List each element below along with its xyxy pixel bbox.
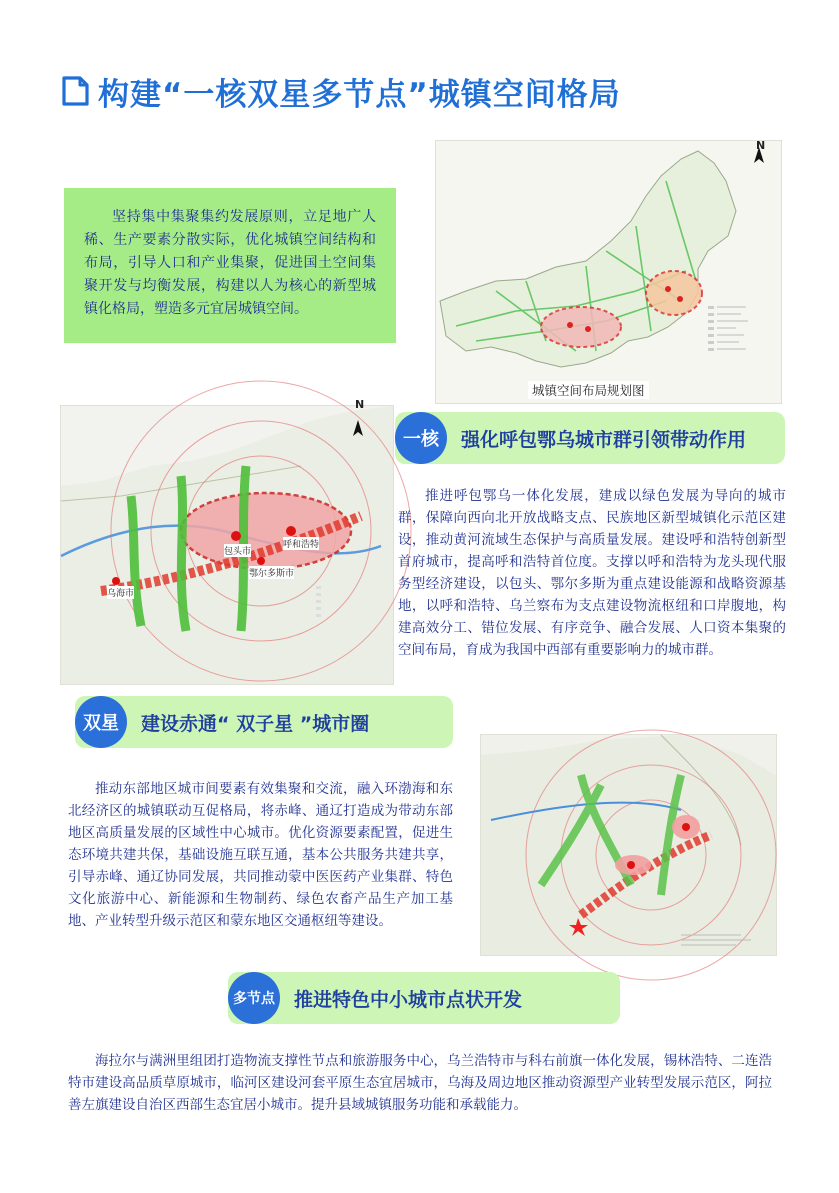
overview-map-graphic <box>436 141 781 403</box>
badge-core: 一核 <box>395 412 447 464</box>
city-label-baotou: 包头市 <box>224 544 251 557</box>
body-stars: 推动东部地区城市间要素有效集聚和交流，融入环渤海和东北经济区的城镇联动互促格局，将赤峰、通辽打造成为带动东部地区高质量发展的区域性中心城市。优化资源要素配置，促进生态环境共建共保，基础设施互联互通，基本公共服务共建共享，引导赤峰、通辽协同发展，共同推动蒙中医医药产业集群、特色文化旅游中心、新能源和生物制药、绿色农畜产品生产加工基地、产业转型升级示范区和蒙东地区交通枢纽等建设。 <box>68 781 453 929</box>
core-city-marker <box>231 531 241 541</box>
city-label-wuhai: 乌海市 <box>107 586 134 599</box>
heading-nodes: 推进特色中小城市点状开发 <box>294 988 523 1011</box>
document-icon <box>60 75 90 107</box>
banner-nodes <box>228 972 620 1024</box>
core-north-label: N <box>355 398 365 411</box>
banner-stars <box>75 696 453 748</box>
intro-box <box>64 188 396 343</box>
stars-map-graphic <box>481 735 776 955</box>
banner-core <box>395 412 785 464</box>
page-title-row <box>60 66 621 116</box>
badge-nodes: 多节点 <box>228 972 280 1024</box>
heading-core: 强化呼包鄂乌城市群引领带动作用 <box>461 428 747 451</box>
body-core: 推进呼包鄂乌一体化发展，建成以绿色发展为导向的城市群，保障向西向北开放战略支点、民族地区新型城镇化示范区建设，推动黄河流域生态保护与高质量发展。建设呼和浩特创新型首府城市，提高呼和浩特首位度。支撑以呼和浩特为龙头现代服务型经济建设，以包头、鄂尔多斯为重点建设能源和战略资源基地，以呼和浩特、乌兰察布为支点建设物流枢纽和口岸腹地，构建高效分工、错位发展、有序竞争、融合发展、人口资本集聚的空间布局，育成为我国中西部有重要影响力的城市群。 <box>398 488 786 658</box>
badge-stars: 双星 <box>75 696 127 748</box>
page-title: 构建“一核双星多节点”城镇空间格局 <box>98 76 621 113</box>
core-map <box>60 398 394 685</box>
city-label-hohhot: 呼和浩特 <box>283 537 319 550</box>
overview-north-label: N <box>756 139 766 152</box>
overview-map <box>435 140 782 404</box>
stars-map <box>480 734 777 956</box>
city-label-ordos: 鄂尔多斯市 <box>249 566 294 579</box>
intro-text: 坚持集中集聚集约发展原则，立足地广人稀、生产要素分散实际，优化城镇空间结构和布局，引导人口和产业集聚，促进国土空间集聚开发与均衡发展，构建以人为核心的新型城镇化格局，塑造多元宜居城镇空间。 <box>84 209 376 317</box>
body-nodes: 海拉尔与满洲里组团打造物流支撑性节点和旅游服务中心，乌兰浩特市与科右前旗一体化发展，锡林浩特、二连浩特市建设高品质草原城市，临河区建设河套平原生态宜居城市，乌海及周边地区推动资源型产业转型发展示范区，阿拉善左旗建设自治区西部生态宜居小城市。提升县域城镇服务功能和承载能力。 <box>68 1053 772 1113</box>
overview-map-caption: 城镇空间布局规划图 <box>528 381 649 399</box>
heading-stars: 建设赤通“ 双子星 ”城市圈 <box>141 712 370 735</box>
